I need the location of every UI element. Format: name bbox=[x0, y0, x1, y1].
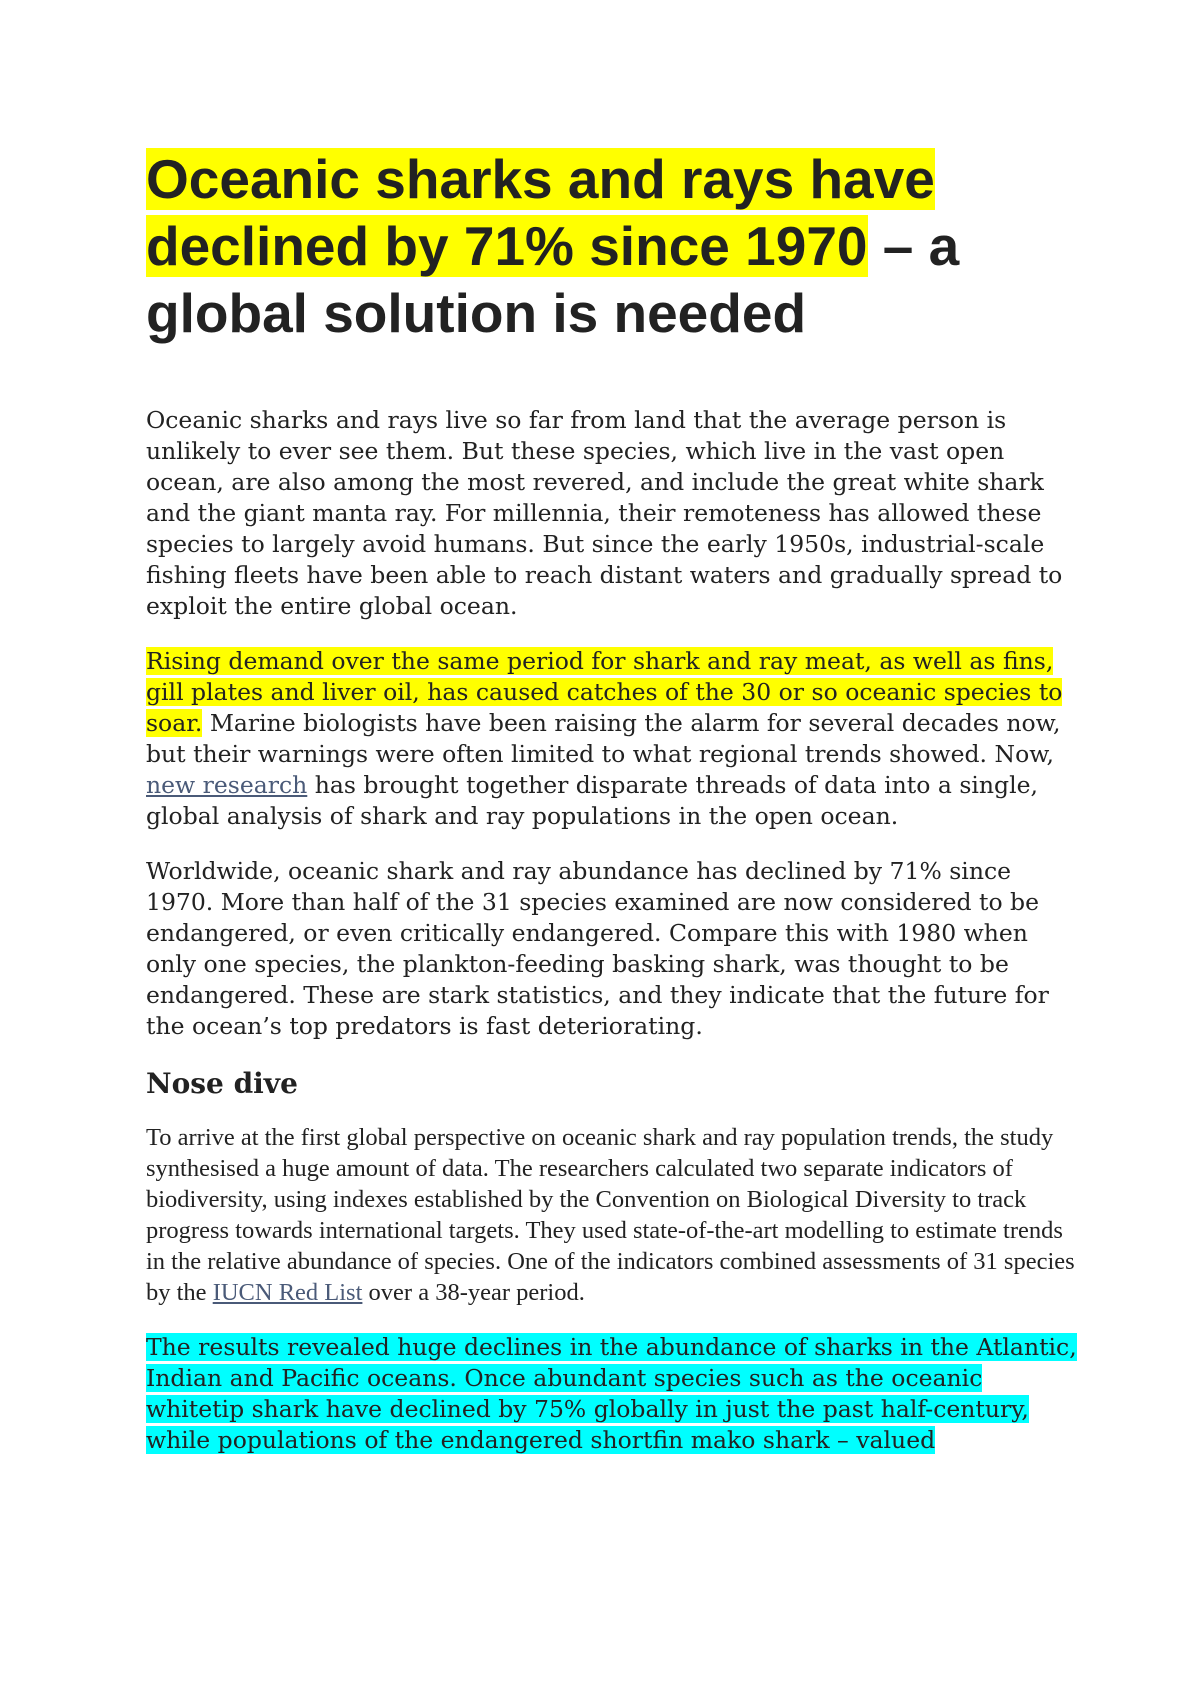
paragraph-2-text-end: has brought together disparate threads of data into a single, global analysis of shark and ray populations in the open ocean. bbox=[146, 771, 1038, 830]
article-title bbox=[146, 146, 1081, 347]
paragraph-5 bbox=[146, 1332, 1081, 1456]
paragraph-2 bbox=[146, 646, 1081, 832]
paragraph-5-highlighted: The results revealed huge declines in the abundance of sharks in the Atlantic, Indian and Pacific oceans. Once abundant species such as the oceanic whitetip shark have declined by 75% globally in just the past half-century, while populations of the endangered shortfin mako shark – valued bbox=[146, 1333, 1077, 1454]
paragraph-4 bbox=[146, 1122, 1081, 1308]
title-rest: – a global solution is needed bbox=[146, 215, 960, 344]
paragraph-2-text: Marine biologists have been raising the alarm for several decades now, but their warnings were often limited to what regional trends showed. Now, bbox=[146, 709, 1061, 768]
paragraph-3: Worldwide, oceanic shark and ray abundance has declined by 71% since 1970. More than half of the 31 species examined are now considered to be endangered, or even critically endangered. Compare this with 1980 when only one species, the plankton-feeding basking shark, was thought to be endangered. These are stark statistics, and they indicate that the future for the ocean’s top predators is fast deteriorating. bbox=[146, 857, 1049, 1040]
title-highlighted: Oceanic sharks and rays have declined by 71% since 1970 bbox=[146, 148, 935, 277]
document-page bbox=[146, 146, 1081, 1480]
paragraph-2-highlighted: Rising demand over the same period for shark and ray meat, as well as fins, gill plates and liver oil, has caused catches of the 30 or so oceanic species to soar. bbox=[146, 647, 1063, 737]
new-research-link[interactable]: new research bbox=[146, 771, 308, 799]
paragraph-4-text: To arrive at the first global perspective on oceanic shark and ray population trends, the study synthesised a huge amount of data. The researchers calculated two separate indicators of biodiversity, using indexes established by the Convention on Biological Diversity to track progress towards international targets. They used state-of-the-art modelling to estimate trends in the relative abundance of species. One of the indicators combined assessments of 31 species by the bbox=[146, 1124, 1075, 1306]
iucn-red-list-link[interactable]: IUCN Red List bbox=[212, 1279, 363, 1306]
paragraph-4-text-end: over a 38-year period. bbox=[362, 1279, 585, 1306]
section-heading: Nose dive bbox=[146, 1067, 298, 1100]
paragraph-1: Oceanic sharks and rays live so far from land that the average person is unlikely to ever see them. But these species, which live in the vast open ocean, are also among the most revered, and include the great white shark and the giant manta ray. For millennia, their remoteness has allowed these species to largely avoid humans. But since the early 1950s, industrial-scale fishing fleets have been able to reach distant waters and gradually spread to exploit the entire global ocean. bbox=[146, 406, 1063, 620]
